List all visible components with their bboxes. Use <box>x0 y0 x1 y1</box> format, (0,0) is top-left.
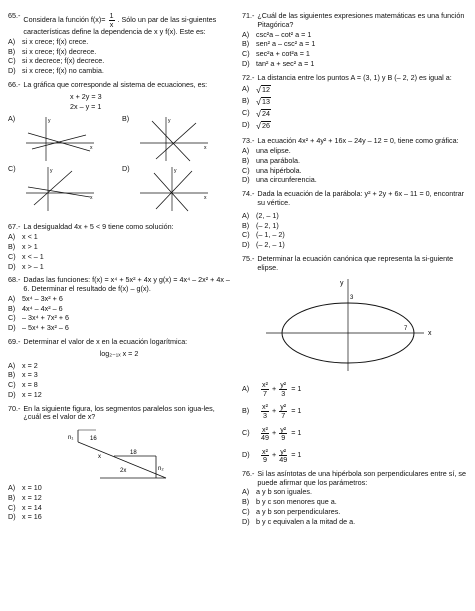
option-d[interactable]: D) tan² a + sec² a = 1 <box>242 58 315 68</box>
question-stem: Si las asíntotas de una hipérbola son perpendiculares entre sí, se puede afirmar que los parámetros: <box>257 468 466 487</box>
option-b[interactable]: B) 4x⁴ – 4x² – 6 <box>8 303 63 313</box>
svg-text:x: x <box>428 329 432 337</box>
option-b[interactable]: B) √ 13 <box>242 96 270 108</box>
question-number: 75.- <box>242 253 255 263</box>
question-65 <box>8 12 230 76</box>
graph-d <box>138 165 210 213</box>
question-number: 71.- <box>242 11 255 20</box>
sqrt-icon: √ <box>256 109 261 120</box>
question-stem: La desigualdad 4x + 5 < 9 tiene como solución: <box>23 222 174 232</box>
question-number: 68.- <box>8 275 21 285</box>
right-column <box>242 12 468 531</box>
option-d[interactable]: D) $\frac{\text{x²}}{9}$ + $\frac{\text{y²}}{49}$ = 1 <box>242 446 302 465</box>
svg-text:7: 7 <box>404 325 408 332</box>
svg-text:2x: 2x <box>120 468 127 475</box>
question-67 <box>8 223 230 271</box>
graph-options <box>8 115 230 213</box>
svg-text:x: x <box>90 195 93 202</box>
option-a[interactable]: A) x = 2 <box>8 360 38 370</box>
option-c[interactable]: C) √ 24 <box>242 108 270 120</box>
ellipse-figure <box>252 275 448 373</box>
svg-text:y: y <box>340 279 344 287</box>
question-stem: La gráfica que corresponde al sistema de ecuaciones, es: <box>23 80 208 90</box>
svg-text:x: x <box>204 195 207 202</box>
option-b[interactable]: B) b y c son menores que a. <box>242 497 337 507</box>
svg-text:18: 18 <box>130 450 137 457</box>
question-stem: En la siguiente figura, los segmentos paralelos son igua-les, ¿cuál es el valor de x? <box>23 403 215 422</box>
graph-b <box>138 115 210 163</box>
option-b[interactable]: B) sen² a – csc² a = 1 <box>242 39 316 49</box>
log-equation: log₂₋₁ₓ x = 2 <box>99 348 139 358</box>
question-number: 76.- <box>242 468 255 478</box>
svg-text:n₁: n₁ <box>68 435 74 442</box>
segments-figure <box>56 422 186 480</box>
equation-1: x + 2y = 3 <box>70 91 102 101</box>
option-d[interactable]: D) una circunferencia. <box>242 175 317 185</box>
option-c[interactable]: C) x = 14 <box>8 502 42 512</box>
svg-text:y: y <box>174 168 177 175</box>
option-b[interactable]: B) x = 3 <box>8 370 38 380</box>
question-number: 70.- <box>8 403 21 413</box>
option-c[interactable]: C) a y b son perpendiculares. <box>242 506 341 516</box>
question-68 <box>8 276 230 333</box>
question-66 <box>8 81 230 213</box>
svg-text:y: y <box>50 168 53 175</box>
option-b[interactable]: B) x > 1 <box>8 241 38 251</box>
question-stem: La ecuación 4x² + 4y² + 16x – 24y – 12 = 0, tiene como gráfica: <box>257 136 459 146</box>
option-b[interactable]: B) x = 12 <box>8 492 42 502</box>
option-a[interactable]: A) y x <box>8 115 116 163</box>
option-b[interactable]: B) si x crece; f(x) decrece. <box>8 46 97 56</box>
svg-text:16: 16 <box>90 436 97 443</box>
graph-a <box>24 115 96 163</box>
sqrt-icon: √ <box>256 121 261 132</box>
question-stem: La distancia entre los puntos A = (3, 1) y B (– 2, 2) es igual a: <box>257 72 452 82</box>
question-number: 66.- <box>8 80 21 90</box>
option-c[interactable]: C) y x <box>8 165 116 213</box>
question-71 <box>242 12 468 69</box>
option-a[interactable]: A) si x crece; f(x) crece. <box>8 36 89 46</box>
svg-text:x: x <box>204 145 207 152</box>
svg-text:n₂: n₂ <box>158 466 164 473</box>
option-a[interactable]: A) x = 10 <box>8 483 42 492</box>
sqrt-icon: √ <box>256 97 261 108</box>
svg-text:y: y <box>168 118 171 125</box>
option-a[interactable]: A) 5x⁴ – 3x² + 6 <box>8 293 63 303</box>
question-stem-cont: . Sólo un par de las si-guientes características define la dependencia de x y f(x). Este es: <box>23 14 217 37</box>
question-stem: Determinar el valor de x en la ecuación logarítmica: <box>23 336 188 346</box>
option-d[interactable]: D) b y c equivalen a la mitad de a. <box>242 516 356 526</box>
question-stem: Considera la función f(x)= <box>23 14 106 24</box>
svg-text:3: 3 <box>350 294 354 301</box>
question-74 <box>242 190 468 250</box>
option-d[interactable]: D) y x <box>122 165 230 213</box>
fraction: $\frac{1}{x}$ <box>109 11 114 29</box>
left-column <box>8 12 230 527</box>
question-76 <box>242 470 468 527</box>
question-69 <box>8 338 230 400</box>
question-75 <box>242 255 468 464</box>
option-b[interactable]: B) y x <box>122 115 230 163</box>
question-stem: Dadas las funciones: f(x) = x⁴ + 5x² + 4x y g(x) = 4x⁴ – 2x² + 4x – 6. Determinar el resultado de f(x) – g(x). <box>23 275 230 294</box>
option-c[interactable]: C) (– 1, – 2) <box>242 230 285 240</box>
question-number: 65.- <box>8 11 21 20</box>
option-d[interactable]: D) (– 2, – 1) <box>242 240 285 250</box>
graph-c <box>24 165 96 213</box>
option-a[interactable]: A) √ 12 <box>242 84 270 96</box>
option-d[interactable]: D) √ 26 <box>242 120 270 132</box>
question-stem: Dada la ecuación de la parábola: y² + 2y + 6x – 11 = 0, encontrar su vértice. <box>257 189 465 208</box>
option-d[interactable]: D) – 5x⁴ + 3x² – 6 <box>8 323 69 333</box>
svg-text:y: y <box>48 118 51 125</box>
option-d[interactable]: D) x = 16 <box>8 512 42 522</box>
option-c[interactable]: C) si x decrece; f(x) decrece. <box>8 56 105 66</box>
question-73 <box>242 137 468 185</box>
option-c[interactable]: C) x = 8 <box>8 380 38 390</box>
option-c[interactable]: C) x < – 1 <box>8 251 44 261</box>
question-stem: Determinar la ecuación canónica que representa la si-guiente elipse. <box>257 253 454 272</box>
option-a[interactable]: A) a y b son iguales. <box>242 487 312 497</box>
svg-text:x: x <box>98 454 101 461</box>
option-d[interactable]: D) x = 12 <box>8 389 42 399</box>
equation-2: 2x – y = 1 <box>70 101 102 111</box>
option-c[interactable]: C) una hipérbola. <box>242 165 302 175</box>
question-number: 72.- <box>242 72 255 82</box>
sqrt-icon: √ <box>256 85 261 96</box>
question-70 <box>8 405 230 522</box>
option-d[interactable]: D) x > – 1 <box>8 261 44 271</box>
option-c[interactable]: C) $\frac{\text{x²}}{49}$ + $\frac{\text{y²}}{9}$ = 1 <box>242 424 302 443</box>
question-number: 74.- <box>242 189 255 199</box>
svg-text:x: x <box>90 145 93 152</box>
question-number: 73.- <box>242 136 255 146</box>
option-a[interactable]: A) (2, – 1) <box>242 210 279 220</box>
option-c[interactable]: C) sec²a + cot²a = 1 <box>242 49 310 59</box>
question-72 <box>242 74 468 133</box>
question-stem: ¿Cuál de las siguientes expresiones matemáticas es una función Pitagórica? <box>257 11 465 29</box>
option-b[interactable]: B) (– 2, 1) <box>242 220 279 230</box>
option-d[interactable]: D) si x crece; f(x) no cambia. <box>8 66 104 76</box>
option-a[interactable]: A) una elipse. <box>242 146 291 156</box>
option-a[interactable]: A) csc²a – cot² a = 1 <box>242 29 312 39</box>
option-a[interactable]: A) x < 1 <box>8 232 38 242</box>
option-b[interactable]: B) $\frac{\text{x²}}{3}$ + $\frac{\text{y²}}{7}$ = 1 <box>242 402 302 420</box>
option-a[interactable]: A) $\frac{\text{x²}}{7}$ + $\frac{\text{y²}}{3}$ = 1 <box>242 380 302 398</box>
question-number: 67.- <box>8 222 21 232</box>
option-b[interactable]: B) una parábola. <box>242 155 300 165</box>
option-c[interactable]: C) – 3x⁴ + 7x² + 6 <box>8 313 70 323</box>
question-number: 69.- <box>8 336 21 346</box>
